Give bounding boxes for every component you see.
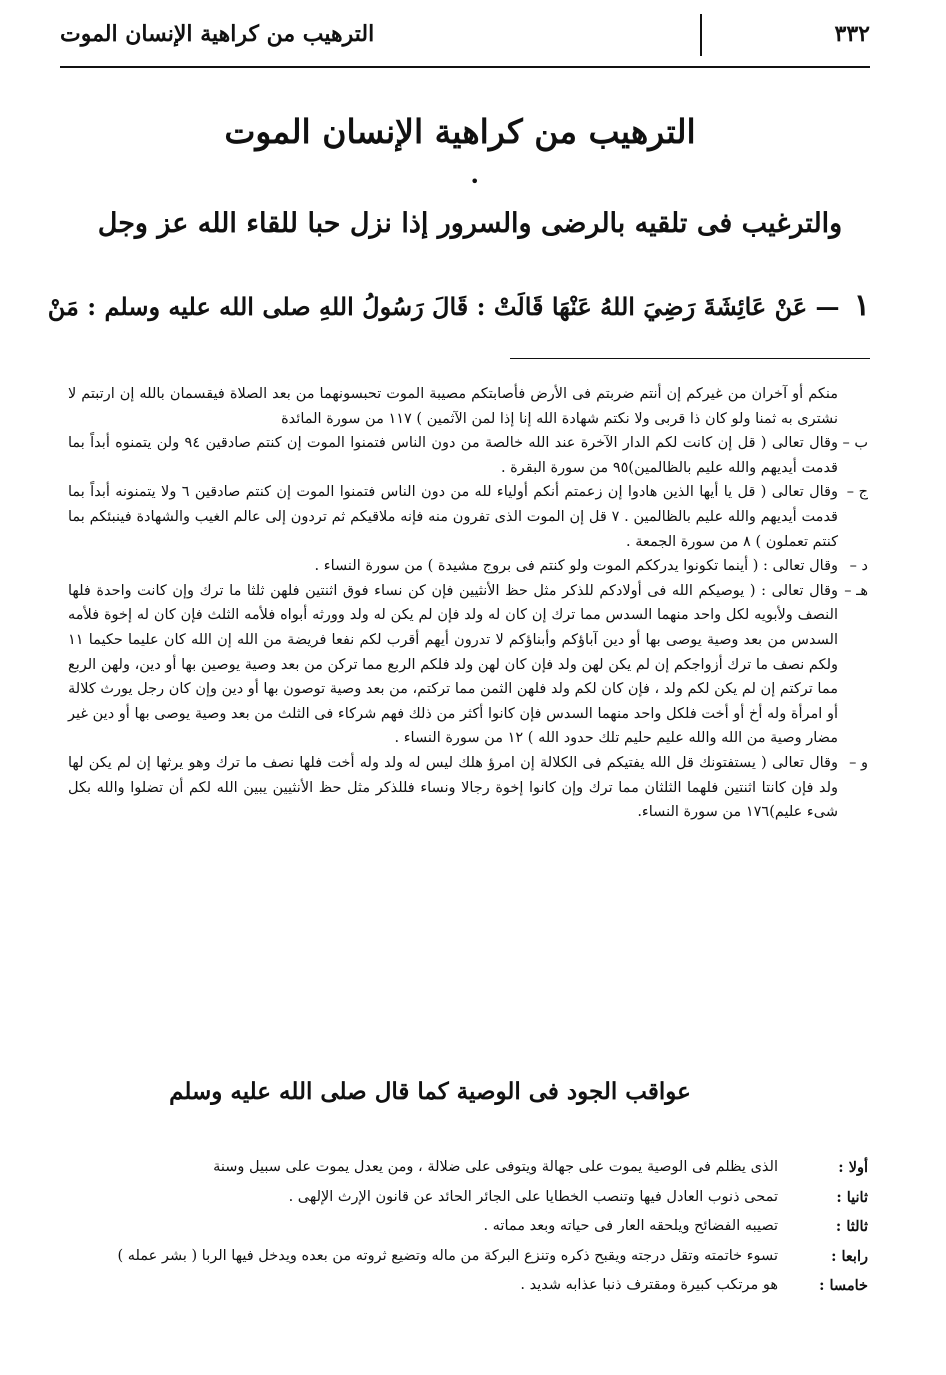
list-label: ثانيا :	[836, 1188, 868, 1206]
hadith-text: — عَنْ عَائِشَةَ رَضِيَ اللهُ عَنْهَا قَالَتْ : قَالَ رَسُولُ اللهِ صلى الله عليه وسلم : مَنْ	[47, 292, 840, 321]
header-divider	[700, 14, 702, 56]
footnote-text: وقال تعالى ( قل يا أيها الذين هادوا إن زعمتم أنكم أولياء لله من دون الناس فتمنوا الموت إن كنتم صادقين ٦ ولا يتمنونه أبداً بما قدمت أيديهم والله عليم بالظالمين . ٧ قل إن الموت الذى تفرون منه فإنه ملاقيكم ثم تردون إلى عالم الغيب والشهادة فينبئكم بما كنتم تعملون ) ٨ من سورة الجمعة .	[68, 484, 838, 550]
list-text: تصيبه الفضائح ويلحقه العار فى حياته وبعد مماته .	[483, 1218, 778, 1234]
chapter-title: الترهيب من كراهية الإنسان الموت	[224, 112, 696, 151]
list-label: أولا :	[838, 1159, 868, 1176]
footnote-item	[68, 554, 868, 579]
footnote-letter: هـ –	[844, 582, 868, 599]
ornament-dot: •	[470, 172, 480, 191]
list-text: هو مرتكب كبيرة ومقترف ذنبا عذابه شديد .	[520, 1277, 778, 1293]
header-rule	[60, 66, 870, 68]
section-title: عواقب الجود فى الوصية كما قال صلى الله عليه وسلم	[169, 1078, 691, 1105]
hadith-number: ١	[853, 288, 870, 323]
footnote-item	[68, 480, 868, 554]
footnotes	[68, 382, 868, 825]
list-label: رابعا :	[831, 1247, 868, 1265]
list-text: تسوء خاتمته وتقل درجته ويقبح ذكره وتنزع البركة من ماله وتضيع ثروته من بعده ويدخل فيها الربا ( بشر عمله )	[117, 1247, 778, 1264]
footnote-letter: ج –	[846, 484, 868, 501]
footnote-continuation: منكم أو آخران من غيركم إن أنتم ضربتم فى الأرض فأصابتكم مصيبة الموت تحبسونهما من بعد الصلاة فيقسمان بالله إن ارتبتم لا نشترى به ثمنا ولو كان ذا قربى ولا نكتم شهادة الله إنا إذا لمن الآثمين ) ١١٧ من سورة المائدة	[68, 386, 838, 427]
list-label: خامسا :	[819, 1277, 868, 1294]
consequences-list	[68, 1153, 868, 1301]
footnote-text: وقال تعالى : ( أينما تكونوا يدرككم الموت ولو كنتم فى بروج مشيدة ) من سورة النساء .	[314, 558, 838, 575]
footnote-text: وقال تعالى : ( يوصيكم الله فى أولادكم للذكر مثل حظ الأنثيين فإن كن نساء فوق اثنتين فلهن ثلثا ما ترك وإن كانت واحدة فلها النصف ولأبويه لكل واحد منهما السدس مما ترك إن كان له ولد فإن لم يكن له ولد وورثه أبواه فلأمه الثلث فإن كان له إخوة فلأمه السدس من بعد وصية يوصى بها أو دين آباؤكم وأبناؤكم لا تدرون أيهم أقرب لكم نفعا فريضة من الله إن الله كان عليما حكيما ١١ ولكم نصف ما ترك أزواجكم إن لم يكن لهن ولد فإن كان لهن ولد فلكم الربع مما تركن من بعد وصية يوصين بها أو دين، ولهن الربع مما تركتم إن لم يكن لكم ولد ، فإن كان لكم ولد فلهن الثمن مما تركتم، من بعد وصية توصون بها أو دين وإن كان رجل يورث كلالة أو امرأة وله أخ أو أخت فلكل واحد منهما السدس فإن كانوا أكثر من ذلك فهم شركاء فى الثلث من بعد وصية يوصى بها أو دين غير مضار وصية من الله والله عليم حليم تلك حدود الله ) ١٢ من سورة النساء .	[68, 582, 838, 747]
list-text: تمحى ذنوب العادل فيها وتنصب الخطايا على الجائر الحائد عن قانون الإرث الإلهى .	[288, 1188, 778, 1205]
footnote-rule	[510, 358, 870, 359]
list-item	[68, 1271, 868, 1301]
footnote-text: وقال تعالى ( يستفتونك قل الله يفتيكم فى الكلالة إن امرؤ هلك ليس له ولد وله أخت فلها نصف ما ترك وهو يرثها إن لم يكن لها ولد فإن كانتا اثنتين فلهما الثلثان مما ترك وإن كانوا إخوة رجالا ونساء فللذكر مثل حظ الأنثيين يبين الله لكم أن تضلوا والله بكل شىء عليم)١٧٦ من سورة النساء.	[68, 754, 838, 821]
list-item	[68, 1212, 868, 1242]
chapter-subtitle: والترغيب فى تلقيه بالرضى والسرور إذا نزل حبا للقاء الله عز وجل	[97, 208, 843, 239]
list-label: ثالثا :	[835, 1218, 868, 1235]
footnote-letter: د –	[849, 558, 868, 575]
running-title: الترهيب من كراهية الإنسان الموت	[60, 21, 375, 47]
list-item	[68, 1183, 868, 1213]
list-item	[68, 1153, 868, 1183]
list-item	[68, 1242, 868, 1272]
running-head	[60, 14, 870, 54]
list-text: الذى يظلم فى الوصية يموت على جهالة ويتوفى على ضلالة ، ومن يعدل يموت على سبيل وسنة	[213, 1159, 778, 1175]
footnote-letter: و –	[849, 754, 868, 771]
footnote-item	[68, 751, 868, 825]
footnote-letter: ب –	[842, 435, 868, 452]
hadith-opening	[47, 288, 870, 323]
footnote-text: وقال تعالى ( قل إن كانت لكم الدار الآخرة عند الله خالصة من دون الناس فتمنوا الموت إن كنتم صادقين ٩٤ ولن يتمنوه أبداً بما قدمت أيديهم والله عليم بالظالمين)٩٥ من سورة البقرة .	[68, 435, 838, 476]
footnote-item	[68, 431, 868, 480]
page-number: ٣٣٢	[834, 21, 870, 47]
footnote-item	[68, 579, 868, 751]
